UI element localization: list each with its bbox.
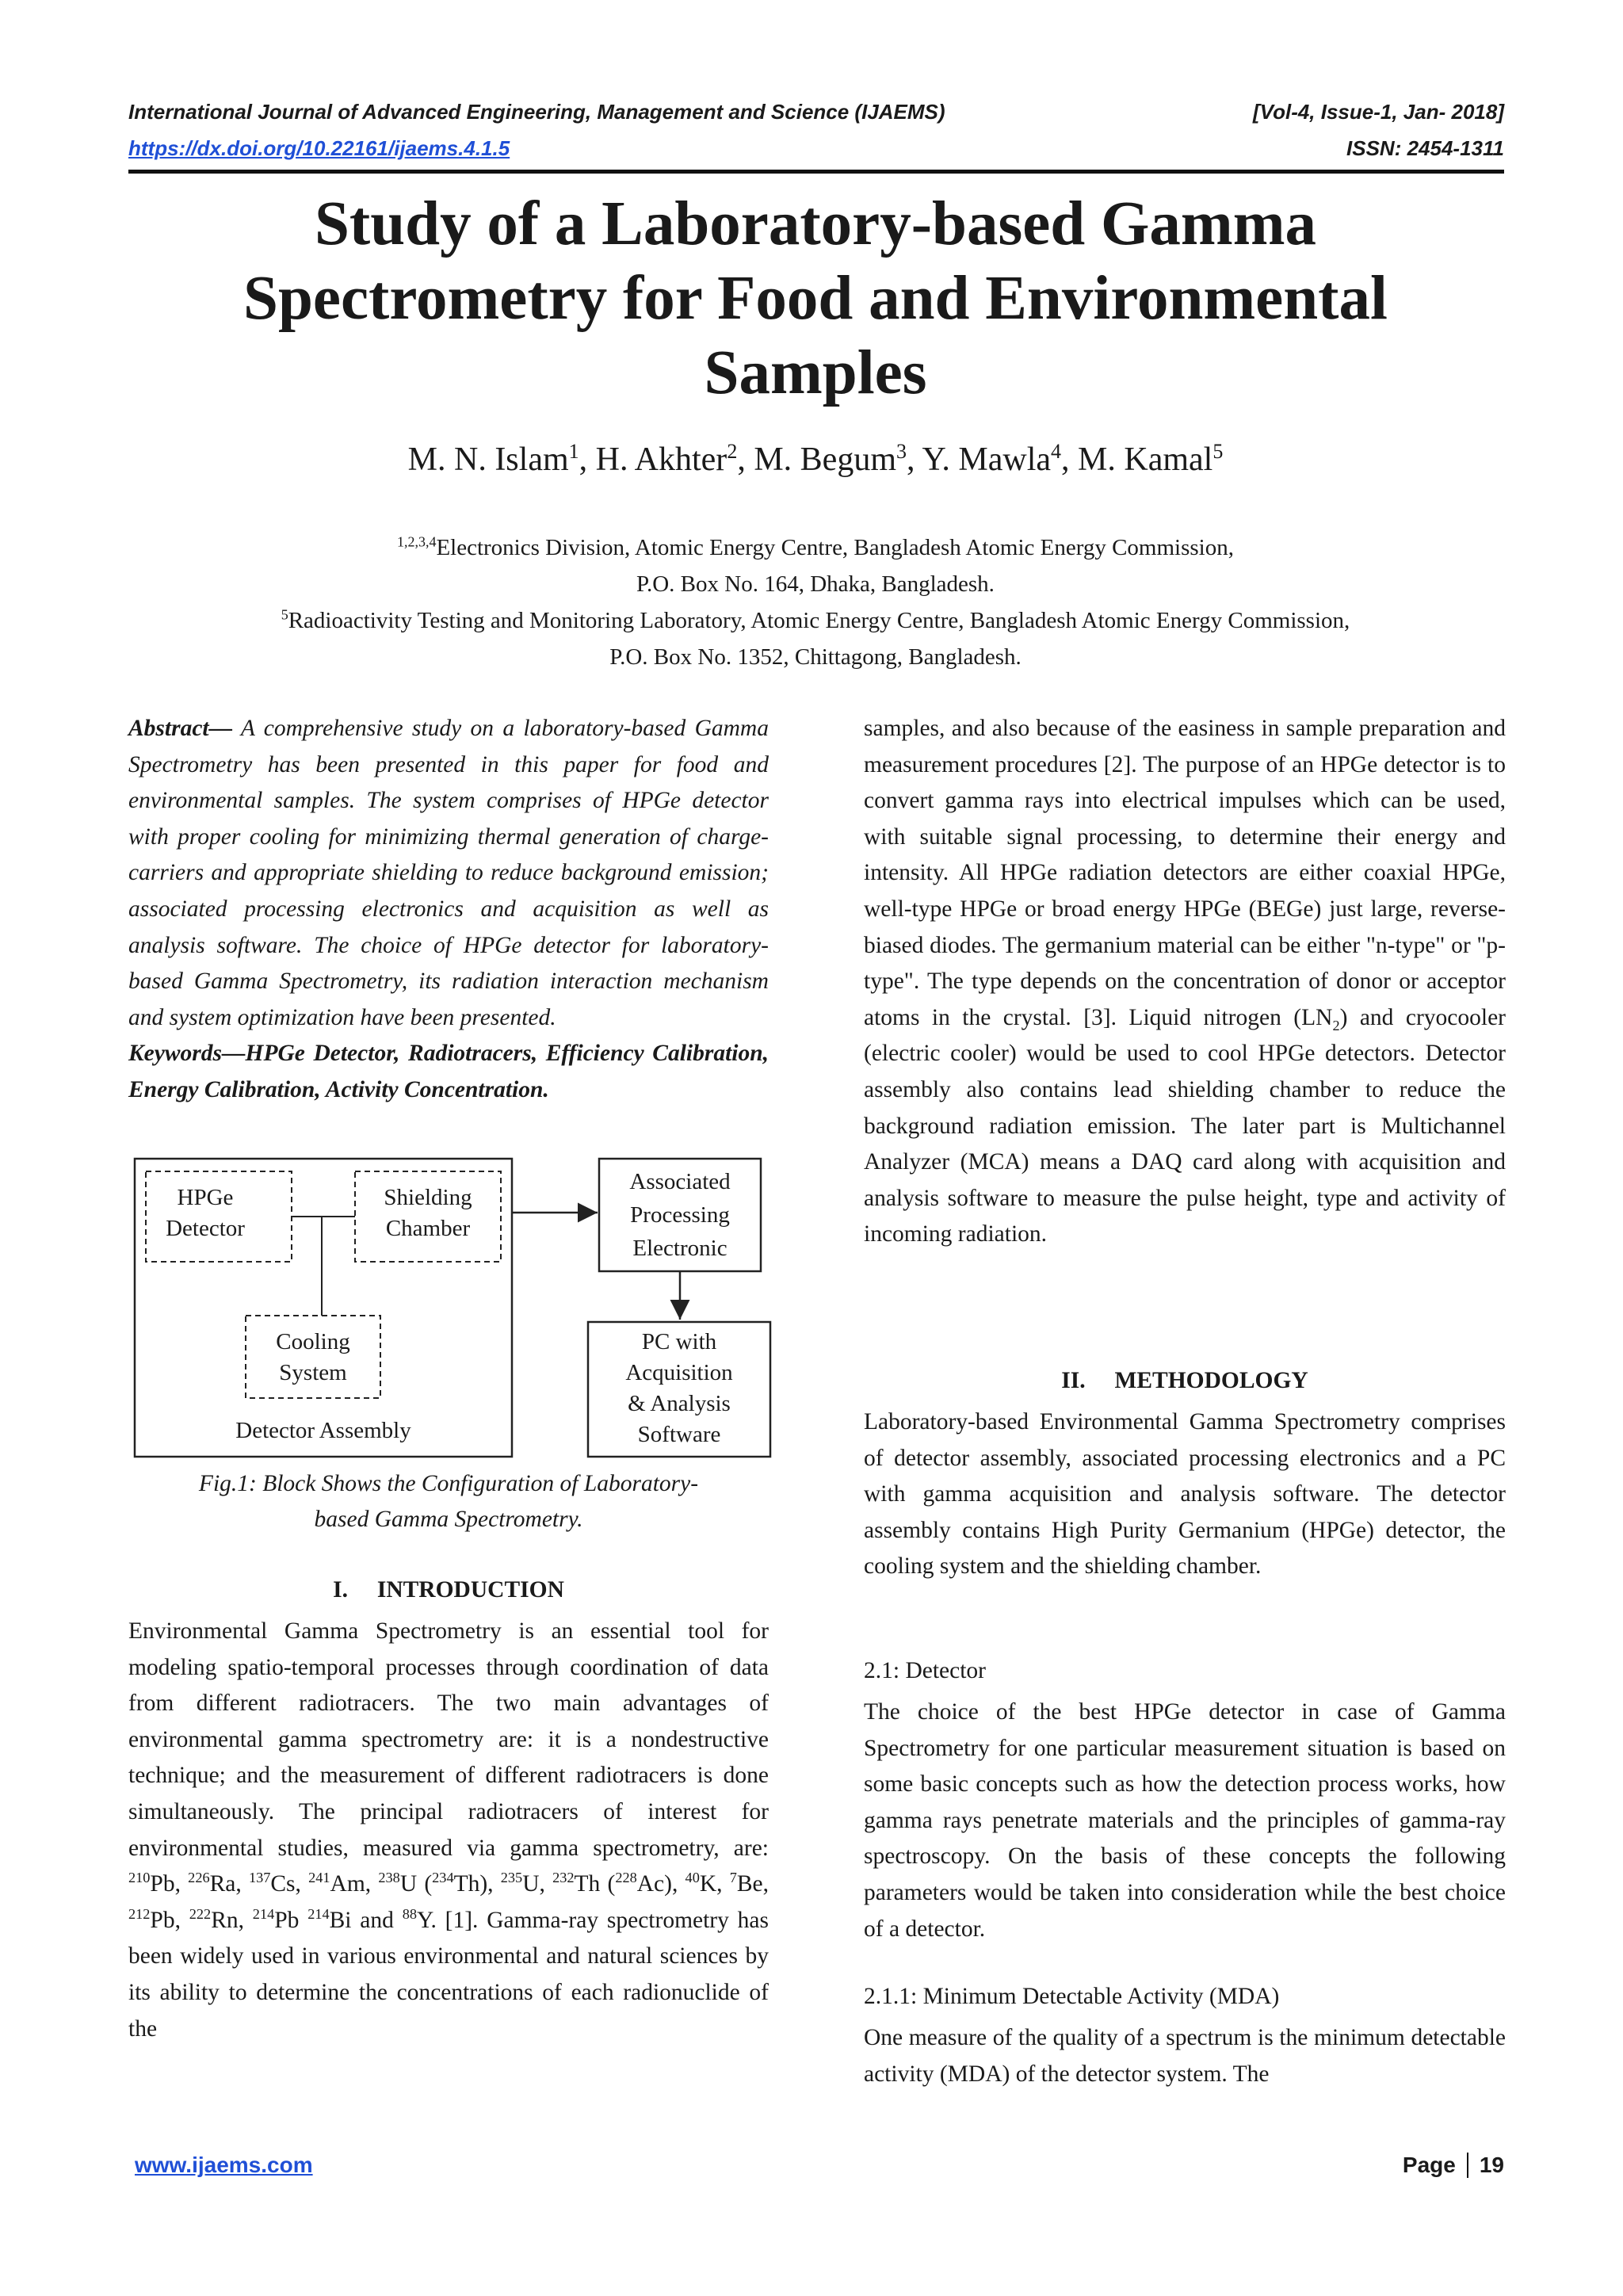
intro-heading: I. INTRODUCTION	[333, 1577, 564, 1603]
author: M. Begum$^3$	[754, 440, 907, 478]
volume-info: [Vol-4, Issue-1, Jan- 2018]	[1253, 100, 1504, 124]
issn: ISSN: 2454-1311	[1346, 136, 1504, 160]
author: M. N. Islam$^1$	[407, 440, 579, 478]
journal-name: International Journal of Advanced Engineering, Management and Science (IJAEMS)	[128, 100, 945, 124]
author: M. Kamal$^5$	[1078, 440, 1224, 478]
pc-label: PC with Acquisition & Analysis Software	[625, 1329, 733, 1447]
affiliation-line: $^5$Radioactivity Testing and Monitoring Laboratory, Atomic Energy Centre, Bangladesh Atomic Energy Commission,	[281, 606, 1350, 633]
assembly-label: Detector Assembly	[235, 1418, 411, 1443]
shielding-label: Shielding Chamber	[384, 1185, 472, 1241]
title-line: Samples	[704, 338, 927, 407]
affiliation-line: P.O. Box No. 164, Dhaka, Bangladesh.	[636, 571, 995, 597]
title-line: Spectrometry for Food and Environmental	[243, 264, 1388, 333]
abstract	[128, 711, 769, 1109]
title-line: Study of a Laboratory-based Gamma	[314, 189, 1317, 258]
abstract-label: Abstract—	[128, 716, 233, 741]
journal-subheader	[128, 136, 1504, 161]
detector-text: The choice of the best HPGe detector in case of Gamma Spectrometry for one particular measurement situation is based on some basic concepts such as how the detection process works, how gamma rays penetrate materials and the principles of gamma-ray spectroscopy. On the basis of these concepts the following parameters would be taken into consideration while the best choice of a detector.	[864, 1699, 1506, 1942]
author: H. Akhter$^2$	[595, 440, 738, 478]
journal-header	[128, 100, 1504, 124]
figure-block-diagram	[133, 1157, 772, 1461]
cooling-label: Cooling System	[276, 1329, 350, 1385]
abstract-text: A comprehensive study on a laboratory-based Gamma Spectrometry has been presented in this paper for food and environmental samples. The system comprises of HPGe detector with proper cooling for minimizing thermal generation of charge-carriers and appropriate shielding to reduce background emission; associated processing electronics and acquisition as well as analysis software. The choice of HPGe detector for laboratory-based Gamma Spectrometry, its radiation interaction mechanism and system optimization have been presented.	[128, 716, 769, 1030]
author-list: M. N. Islam$^1$, H. Akhter$^2$, M. Begum$^3$, Y. Mawla$^4$, M. Kamal$^5$	[407, 440, 1224, 478]
affiliations	[127, 529, 1504, 675]
keywords: Keywords—HPGe Detector, Radiotracers, Efficiency Calibration, Energy Calibration, Activity Concentration.	[128, 1041, 769, 1102]
doi-link[interactable]: https://dx.doi.org/10.22161/ijaems.4.1.5	[128, 136, 510, 160]
subsection-detector-heading: 2.1: Detector	[864, 1658, 986, 1683]
website-link[interactable]: www.ijaems.com	[135, 2153, 313, 2177]
right-column-text: samples, and also because of the easiness in sample preparation and measurement procedures [2]. The purpose of an HPGe detector is to convert gamma rays into electrical impulses which can be used, with suitable signal processing, to determine their energy and intensity. All HPGe radiation detectors are either coaxial HPGe, well-type HPGe or broad energy HPGe (BEGe) just large, reverse-biased diodes. The germanium material can be either "n-type" or "p-type". The type depends on the concentration of donor or acceptor atoms in the crystal. [3]. Liquid nitrogen $(LN_2)$ and cryocooler (electric cooler) would be used to cool HPGe detectors. Detector assembly also contains lead shielding chamber to reduce the background radiation emission. The later part is Multichannel Analyzer (MCA) means a DAQ card along with acquisition and analysis software to measure the pulse height, type and activity of incoming radiation.	[864, 716, 1506, 1247]
intro-text: Environmental Gamma Spectrometry is an essential tool for modeling spatio-temporal processes through coordination of data from different radiotracers. The two main advantages of environmental gamma spectrometry are: it is a nondestructive technique; and the measurement of different radiotracers is done simultaneously. The principal radiotracers of interest for environmental studies, measured via gamma spectrometry, are: $^{210}$Pb, $^{226}$Ra, $^{137}$Cs, $^{241}$Am, $^{238}$U ($^{234}$Th), $^{235}$U, $^{232}$Th ($^{228}$Ac), $^{40}$K, $^7$Be, $^{212}$Pb, $^{222}$Rn, $^{214}$Pb $^{214}$Bi and $^{88}$Y. [1]. Gamma-ray spectrometry has been widely used in various environmental and natural sciences by its ability to determine the concentrations of each radionuclide of the	[128, 1618, 769, 2042]
subsection-mda-heading: 2.1.1: Minimum Detectable Activity (MDA)	[864, 1984, 1280, 2009]
methodology-text: Laboratory-based Environmental Gamma Spectrometry comprises of detector assembly, associated processing electronics and a PC with gamma acquisition and analysis software. The detector assembly contains High Purity Germanium (HPGe) detector, the cooling system and the shielding chamber.	[864, 1409, 1506, 1580]
page-number: Page 19	[1402, 2153, 1504, 2177]
processing-label: Associated Processing Electronic	[629, 1169, 731, 1261]
methodology-heading: II. METHODOLOGY	[1061, 1368, 1308, 1393]
author: Y. Mawla$^4$	[922, 440, 1062, 478]
paper-title	[127, 187, 1504, 411]
mda-text: One measure of the quality of a spectrum is the minimum detectable activity (MDA) of the detector system. The	[864, 2025, 1506, 2087]
affiliation-line: P.O. Box No. 1352, Chittagong, Bangladesh.	[609, 644, 1022, 670]
hpge-label: HPGe Detector	[166, 1185, 245, 1241]
header-rule	[128, 170, 1504, 174]
figure-caption: Fig.1: Block Shows the Configuration of Laboratory- based Gamma Spectrometry.	[198, 1471, 699, 1532]
affiliation-line: $^{1,2,3,4}$Electronics Division, Atomic Energy Centre, Bangladesh Atomic Energy Commission,	[397, 533, 1234, 560]
